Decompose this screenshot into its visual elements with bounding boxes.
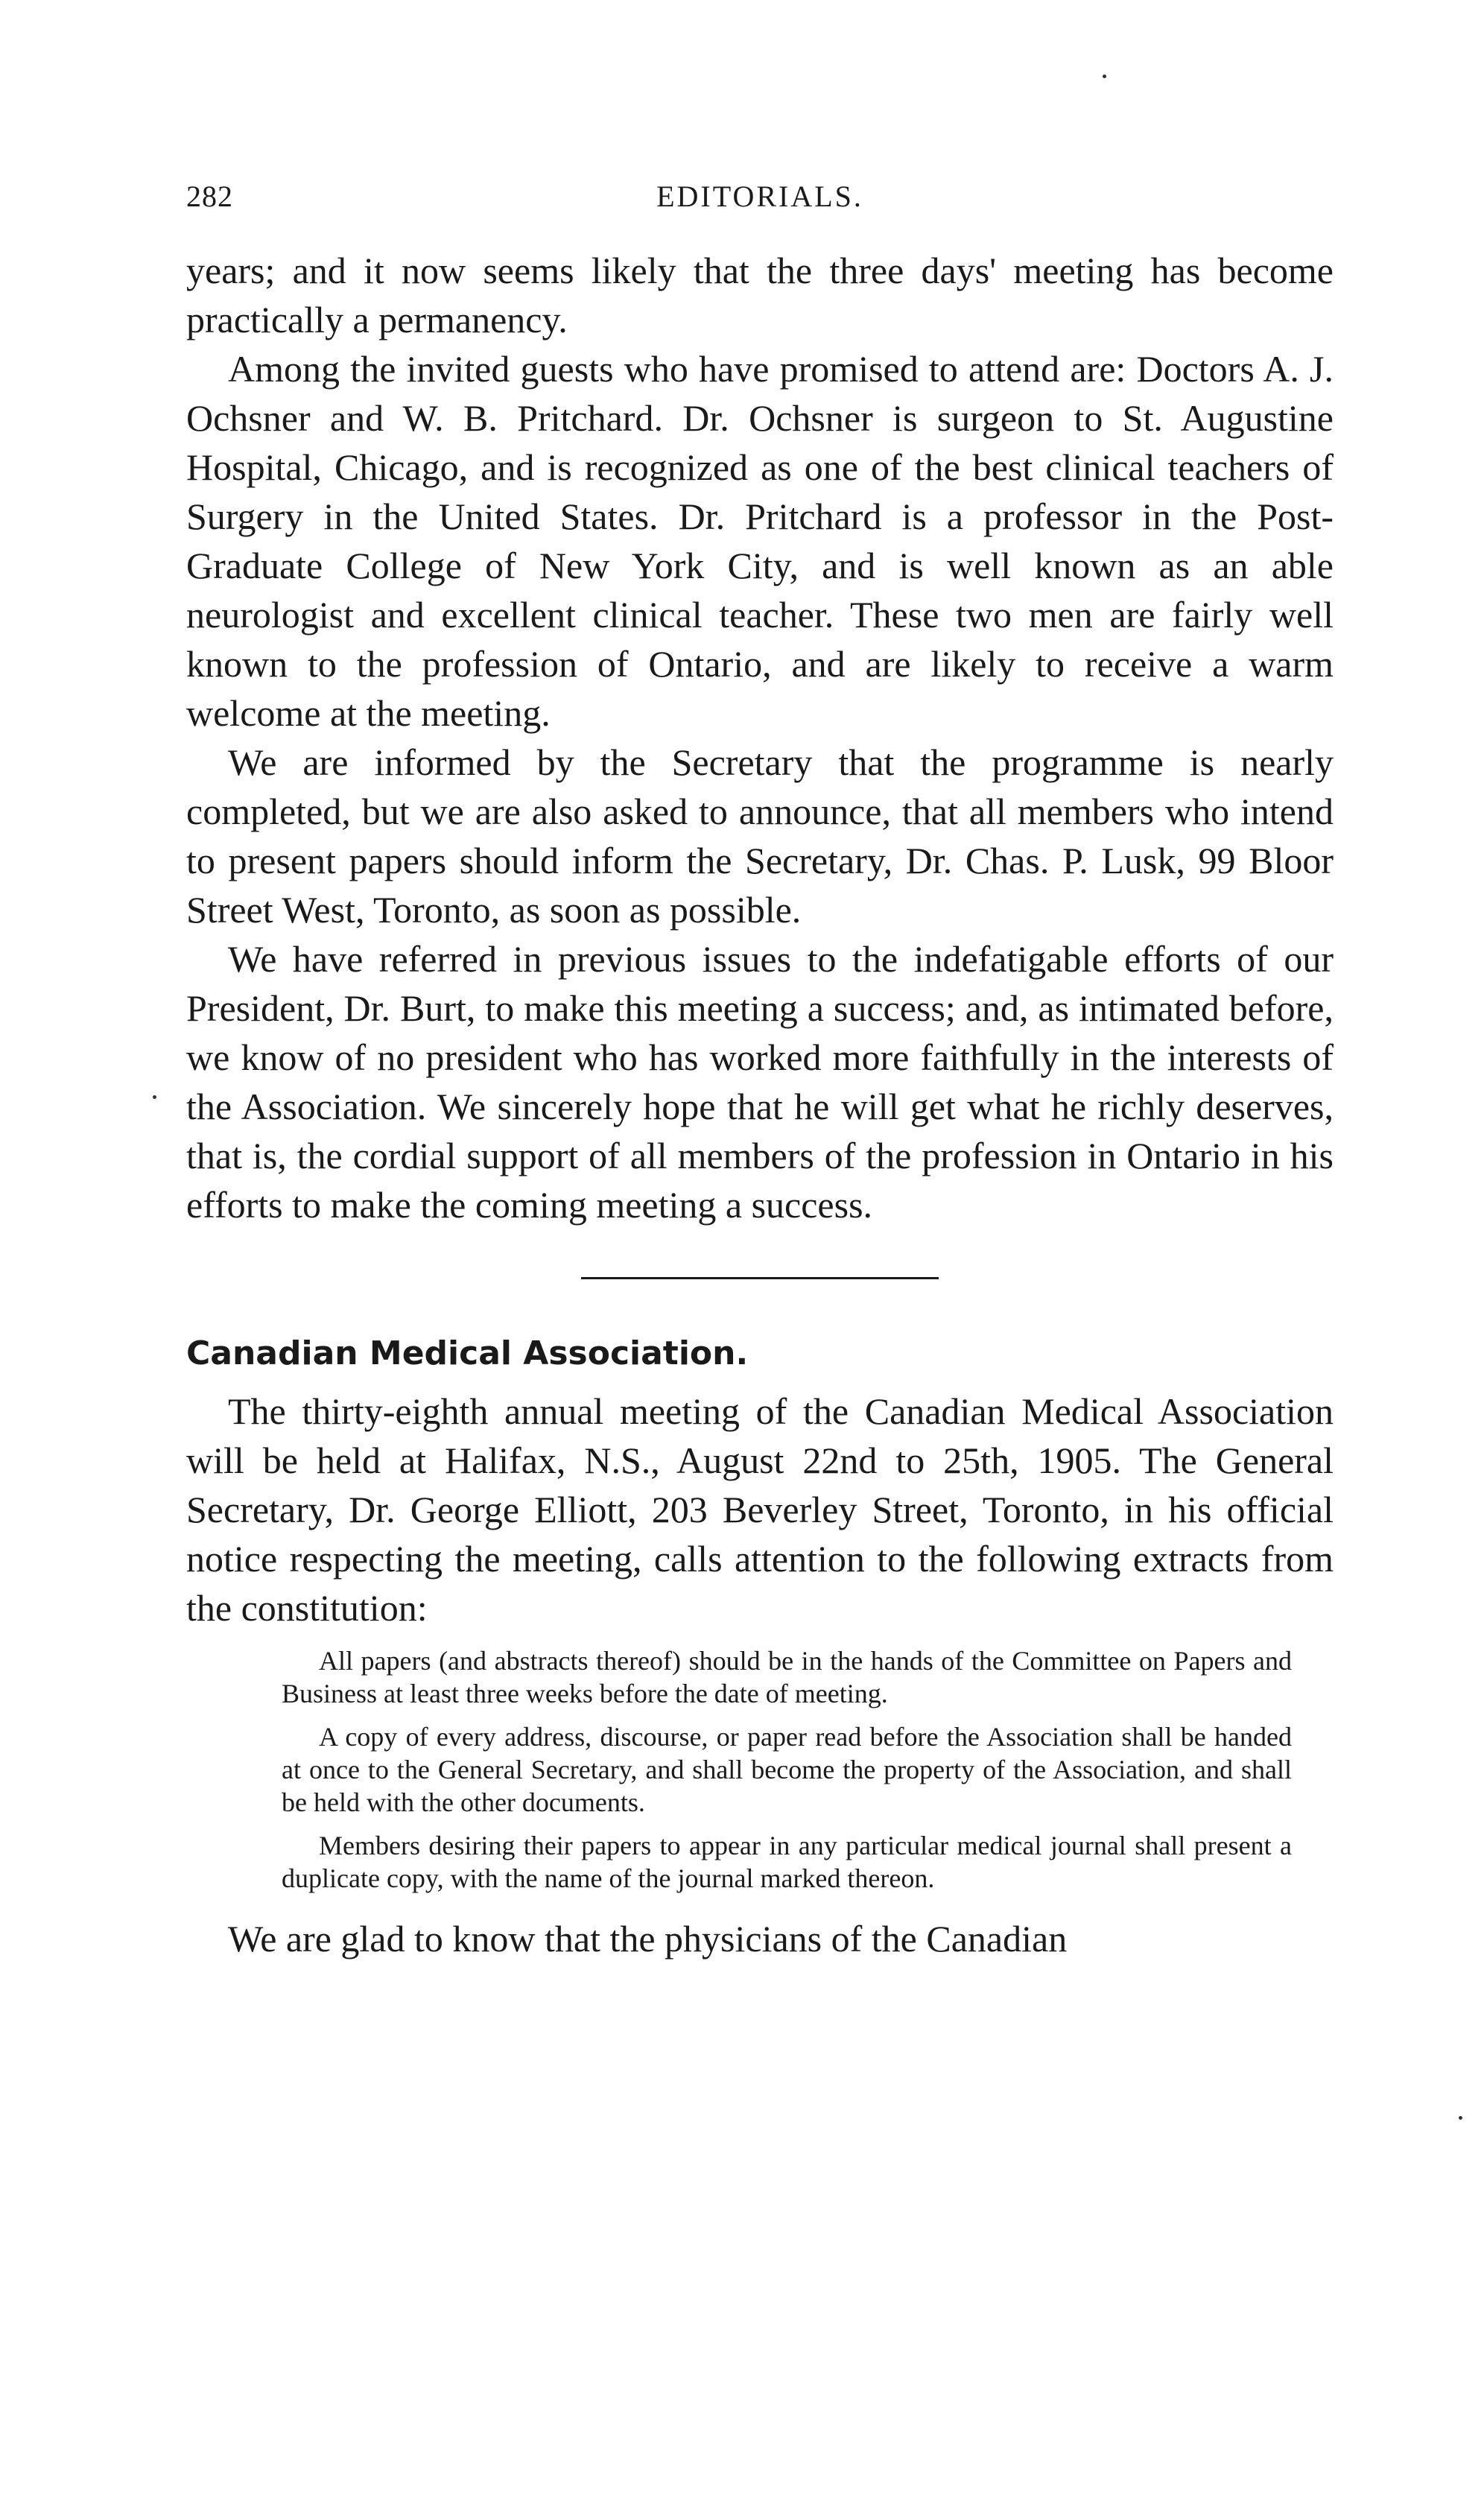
paragraph-president: We have referred in previous issues to the indefatigable efforts of our President, Dr. Burt, to make this meeting a success; and, as intimated before, we know of no president who has worked more faithfully in the interests of the Association. We sincerely hope that he will get what he richly deserves, that is, the cordial support of all members of the profession in Ontario in his efforts to make the coming meeting a success. (186, 938, 1334, 1226)
extract-journal: Members desiring their papers to appear in any particular medical journal shall present a duplicate copy, with the name of the journal marked thereon. (282, 1831, 1292, 1893)
paragraph-programme: We are informed by the Secretary that the programme is nearly completed, but we are also asked to announce, that all members who intend to present papers should inform the Secretary, Dr. Chas. P. Lusk, 99 Bloor Street West, Toronto, as soon as possible. (186, 741, 1334, 931)
extract-copy: A copy of every address, discourse, or paper read before the Association shall be handed at once to the General Secretary, and shall become the property of the Association, and shall be held with the other documents. (282, 1722, 1292, 1817)
page-header (186, 179, 1334, 231)
speck-right (1459, 2116, 1462, 2120)
speck-top (1103, 75, 1106, 78)
section-divider (581, 1277, 939, 1279)
paragraph-invited-guests: Among the invited guests who have promised to attend are: Doctors A. J. Ochsner and W. B. Pritchard. Dr. Ochsner is surgeon to St. Augustine Hospital, Chicago, and is recognized as one of the best clinical teachers of Surgery in the United States. Dr. Pritchard is a professor in the Post-Graduate College of New York City, and is well known as an able neurologist and excellent clinical teacher. These two men are fairly well known to the profession of Ontario, and are likely to receive a warm welcome at the meeting. (186, 348, 1334, 734)
constitution-extracts (282, 1644, 1292, 1895)
extract-papers: All papers (and abstracts thereof) should be in the hands of the Committee on Papers and Business at least three weeks before the date of meeting. (282, 1646, 1292, 1708)
section-intro: The thirty-eighth annual meeting of the Canadian Medical Association will be held at Halifax, N.S., August 22nd to 25th, 1905. The General Secretary, Dr. George Elliott, 203 Beverley Street, Toronto, in his official notice respecting the meeting, calls attention to the following extracts from the constitution: (186, 1390, 1334, 1629)
page-number: 282 (186, 180, 233, 213)
closing-paragraph: We are glad to know that the physicians of the Canadian (228, 1918, 1068, 1960)
speck-left (153, 1095, 156, 1099)
page (186, 179, 1334, 1963)
paragraph-continuation: years; and it now seems likely that the three days' meeting has become practically a permanency. (186, 250, 1334, 340)
section-title: Canadian Medical Association. (186, 1334, 749, 1372)
running-head: EDITORIALS. (656, 180, 863, 213)
